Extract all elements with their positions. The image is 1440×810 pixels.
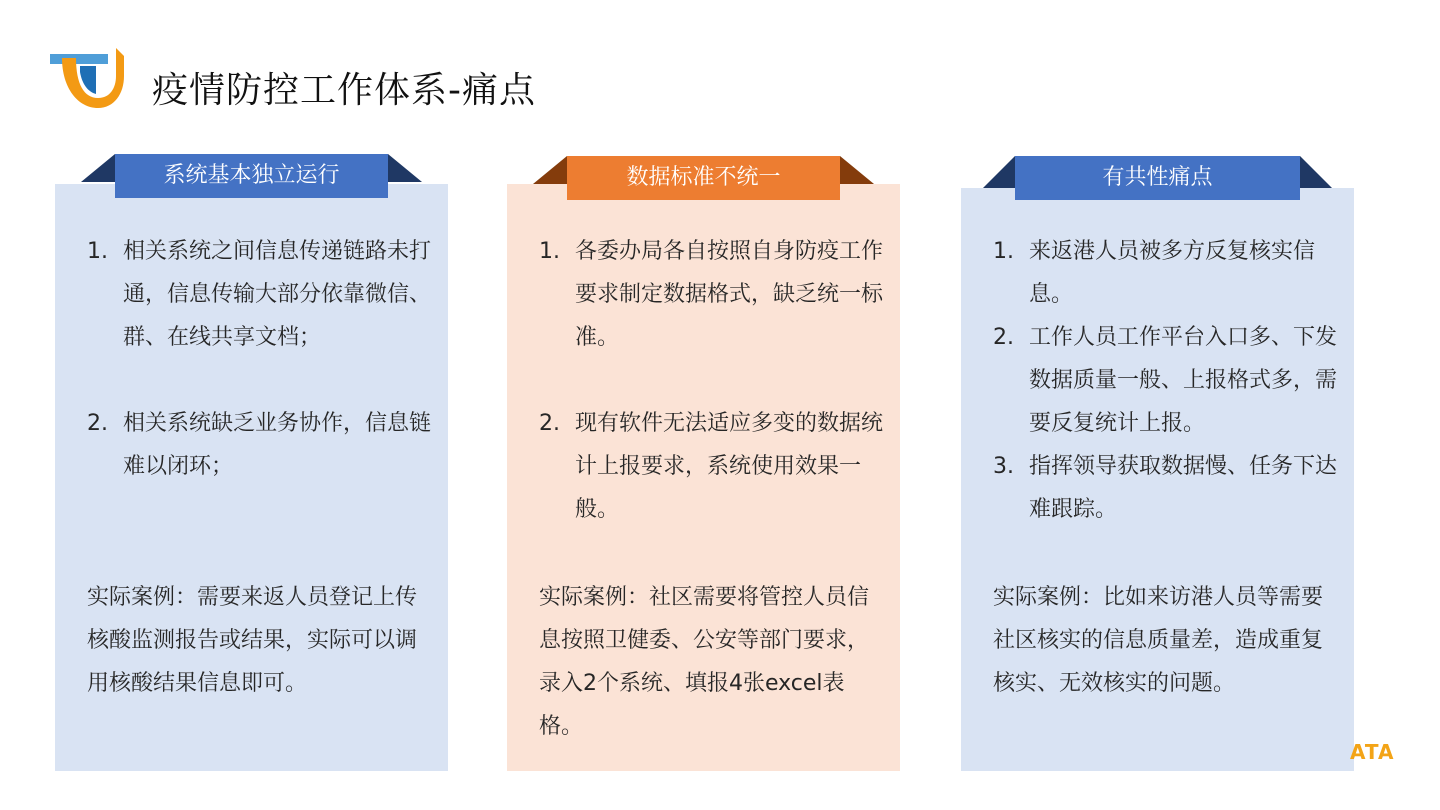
- pain-point-list: [539, 230, 886, 531]
- case-example: 实际案例：社区需要将管控人员信息按照卫健委、公安等部门要求，录入2个系统、填报4张excel表格。: [539, 585, 870, 739]
- corner-brand-logo: ATA: [1350, 740, 1395, 764]
- list-item: 1. 各委办局各自按照自身防疫工作要求制定数据格式，缺乏统一标准。: [539, 239, 884, 350]
- list-item: 3. 指挥领导获取数据慢、任务下达难跟踪。: [993, 454, 1338, 522]
- pain-point-list: [993, 230, 1340, 531]
- pain-point-list: [87, 230, 434, 488]
- case-example: 实际案例：比如来访港人员等需要社区核实的信息质量差，造成重复核实、无效核实的问题。: [993, 585, 1324, 696]
- card-heading-ribbon: [81, 154, 422, 198]
- page-title: 疫情防控工作体系-痛点: [152, 70, 536, 111]
- card-heading: 系统基本独立运行: [115, 154, 388, 198]
- list-item: 1. 来返港人员被多方反复核实信息。: [993, 239, 1316, 307]
- list-item: 1. 相关系统之间信息传递链路未打通，信息传输大部分依靠微信、群、在线共享文档；: [87, 239, 432, 350]
- card-heading: 有共性痛点: [1015, 156, 1300, 200]
- company-logo-icon: [50, 48, 130, 116]
- card-common-pain-points: [961, 165, 1354, 771]
- card-heading-ribbon: [533, 156, 874, 200]
- card-data-standard: [507, 165, 900, 771]
- list-item: 2. 工作人员工作平台入口多、下发数据质量一般、上报格式多，需要反复统计上报。: [993, 325, 1338, 436]
- list-item: 2. 现有软件无法适应多变的数据统计上报要求，系统使用效果一般。: [539, 411, 884, 522]
- card-system-independent: [55, 163, 448, 771]
- case-example: 实际案例：需要来返人员登记上传核酸监测报告或结果，实际可以调用核酸结果信息即可。: [87, 585, 418, 696]
- card-heading-ribbon: [983, 156, 1332, 200]
- list-item: 2. 相关系统缺乏业务协作，信息链难以闭环；: [87, 411, 432, 479]
- card-heading: 数据标准不统一: [567, 156, 840, 200]
